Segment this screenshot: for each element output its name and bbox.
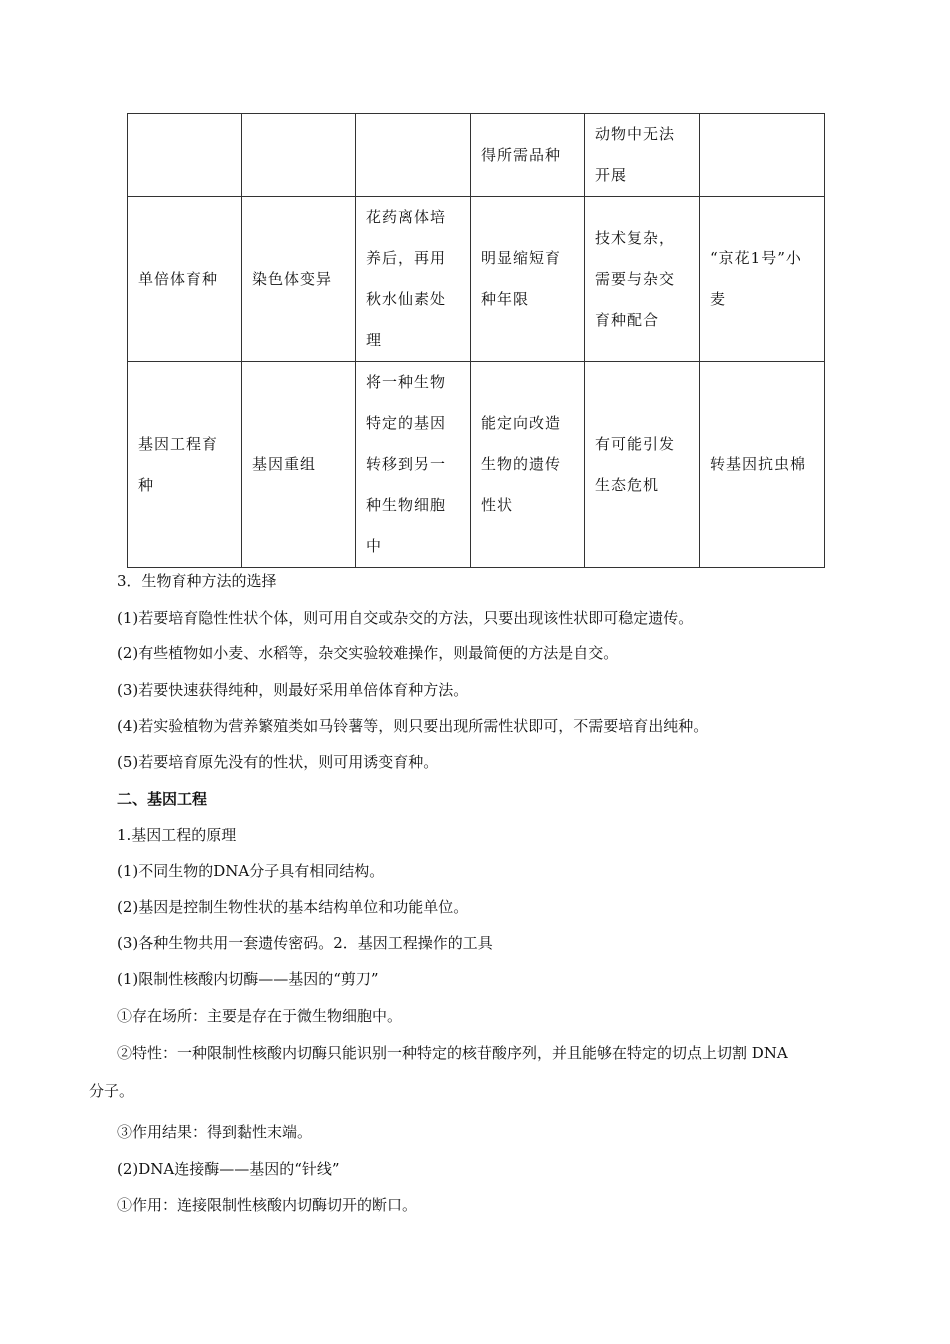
paragraph: 分子。 [89, 1082, 135, 1100]
table-cell: 明显缩短育种年限 [471, 197, 585, 362]
table-cell: 技术复杂，需要与杂交育种配合 [585, 197, 700, 362]
table-cell: 花药离体培养后，再用秋水仙素处理 [356, 197, 471, 362]
paragraph: ③作用结果：得到黏性末端。 [117, 1123, 313, 1141]
paragraph: (3)若要快速获得纯种，则最好采用单倍体育种方法。 [117, 681, 469, 699]
paragraph: (2)DNA连接酶——基因的“针线” [117, 1160, 340, 1178]
table-cell: 染色体变异 [242, 197, 356, 362]
paragraph: (2)基因是控制生物性状的基本结构单位和功能单位。 [117, 898, 469, 916]
section-title: 二、基因工程 [117, 790, 208, 808]
table-row [128, 197, 825, 362]
table-row [128, 362, 825, 568]
table-cell [128, 114, 242, 197]
table-cell [242, 114, 356, 197]
table-cell: 将一种生物特定的基因转移到另一种生物细胞中 [356, 362, 471, 568]
table-cell: “京花1号”小麦 [700, 197, 825, 362]
paragraph: (2)有些植物如小麦、水稻等，杂交实验较难操作，则最简便的方法是自交。 [117, 644, 619, 662]
table-cell: 基因重组 [242, 362, 356, 568]
table-row [128, 114, 825, 197]
paragraph: ①存在场所：主要是存在于微生物细胞中。 [117, 1007, 403, 1025]
table-cell: 能定向改造生物的遗传性状 [471, 362, 585, 568]
paragraph: (4)若实验植物为营养繁殖类如马铃薯等，则只要出现所需性状即可，不需要培育出纯种。 [117, 717, 709, 735]
table-cell [700, 114, 825, 197]
breeding-methods-table [127, 113, 825, 568]
paragraph: (1)限制性核酸内切酶——基因的“剪刀” [117, 970, 379, 988]
section-heading: 1.基因工程的原理 [117, 826, 237, 844]
table-cell: 基因工程育种 [128, 362, 242, 568]
paragraph: (1)若要培育隐性性状个体，则可用自交或杂交的方法，只要出现该性状即可稳定遗传。 [117, 609, 694, 627]
table-cell: 单倍体育种 [128, 197, 242, 362]
table-cell: 动物中无法开展 [585, 114, 700, 197]
paragraph: (5)若要培育原先没有的性状，则可用诱变育种。 [117, 753, 439, 771]
table-cell: 转基因抗虫棉 [700, 362, 825, 568]
paragraph: (3)各种生物共用一套遗传密码。2．基因工程操作的工具 [117, 934, 493, 952]
paragraph: (1)不同生物的DNA分子具有相同结构。 [117, 862, 385, 880]
section-heading: 3．生物育种方法的选择 [117, 572, 277, 590]
paragraph: ①作用：连接限制性核酸内切酶切开的断口。 [117, 1196, 418, 1214]
table-cell: 有可能引发生态危机 [585, 362, 700, 568]
table-cell: 得所需品种 [471, 114, 585, 197]
paragraph: ②特性：一种限制性核酸内切酶只能识别一种特定的核苷酸序列，并且能够在特定的切点上切割 DNA [117, 1044, 788, 1062]
table-cell [356, 114, 471, 197]
